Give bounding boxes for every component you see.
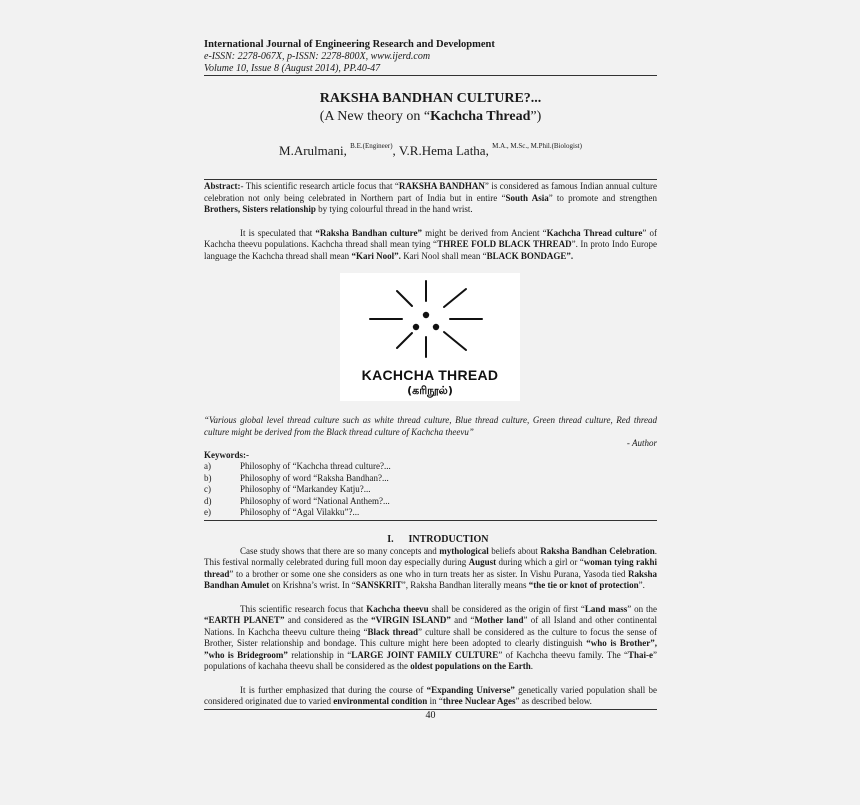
keyword-item: c) Philosophy of “Markandey Katju?...	[204, 484, 371, 494]
intro-paragraph-3: It is further emphasized that during the course of “Expanding Universe” genetically varied population shall be considered originated due to varied environmental condition in “three Nuclear Ages” as described below.	[204, 684, 657, 706]
header-rule	[204, 75, 657, 76]
author-1: M.Arulmani,	[279, 143, 347, 158]
author-1-credentials: B.E.(Engineer)	[350, 142, 393, 150]
author-quote: “Various global level thread culture such as white thread culture, Blue thread culture, Green thread culture, Red thread culture might be derived from the Black thread culture of Kachcha theevu”	[204, 415, 657, 437]
abstract: Abstract:- This scientific research article focus that “RAKSHA BANDHAN” is considered as famous Indian annual culture celebration not only being celebrated in Northern part of India but in entire “South Asia” to promote and strengthen Brothers, Sisters relationship by tying colourful thread in the hand wrist.	[204, 181, 657, 214]
figure-caption: KACHCHA THREAD	[361, 367, 499, 383]
quote-attribution: - Author	[626, 438, 657, 448]
intro-paragraph-2: This scientific research focus that Kachcha theevu shall be considered as the origin of first “Land mass” on the “EARTH PLANET” and considered as the “VIRGIN ISLAND” and “Mother land” of all Island and other continental Nations. In Kachcha theevu culture theing “Black thread” culture shall be considered as the culture to focus the sense of Brother, Sister relationship and bondage. This culture might here been adopted to clearly distinguish “who is Brother”, ”who is Bridegroom” relationship in “LARGE JOINT FAMILY CULTURE” of Kachcha theevu family. The “Thai-e” populations of kachaha theevu shall be considered as the oldest populations on the Earth.	[204, 603, 658, 671]
paper-title: RAKSHA BANDHAN CULTURE?...	[319, 91, 542, 106]
journal-name: International Journal of Engineering Research and Development	[204, 39, 495, 50]
thread-rays-icon	[340, 273, 520, 368]
abstract-top-rule	[204, 179, 657, 180]
journal-issn: e-ISSN: 2278-067X, p-ISSN: 2278-800X, www.ijerd.com	[204, 51, 431, 62]
intro-paragraph-1: Case study shows that there are so many concepts and mythological beliefs about Raksha Bandhan Celebration. This festival normally celebrated during full moon day especially during August during which a girl or “woman tying rakhi thread” to a brother or some one she considers as one who in turn treats her as sister. In Vishu Purana, Yasoda tied Raksha Bandhan Amulet on Krishna’s wrist. In “SANSKRIT”, Raksha Bandhan literally means “the tie or knot of protection”.	[204, 545, 658, 590]
page-content	[204, 38, 657, 721]
author-2: V.R.Hema Latha,	[398, 143, 489, 158]
kachcha-thread-figure	[340, 273, 520, 401]
page-number: 40	[425, 709, 436, 721]
author-2-credentials: M.A., M.Sc., M.Phil.(Biologist)	[492, 142, 582, 150]
author-line: M.Arulmani, $^{B.E.(Engineer)}$, V.R.Hema Latha, $^{M.A., M.Sc., M.Phil.(Biologist)}$	[279, 142, 582, 158]
keywords-label: Keywords:-	[204, 449, 249, 460]
paper-subtitle: (A New theory on “Kachcha Thread”)	[319, 109, 542, 124]
journal-volume: Volume 10, Issue 8 (August 2014), PP.40-47	[204, 63, 381, 74]
keywords-list	[204, 461, 657, 519]
abstract-paragraph-2: It is speculated that “Raksha Bandhan culture” might be derived from Ancient “Kachcha Thread culture” of Kachcha theevu populations. Kachcha thread shall mean tying “THREE FOLD BLACK THREAD”. In proto Indo Europe language the Kachcha thread shall mean “Kari Nool”. Kari Nool shall mean “BLACK BONDAGE”.	[204, 227, 657, 261]
keyword-item: a) Philosophy of “Kachcha thread culture?...	[204, 461, 391, 471]
keyword-item: d) Philosophy of word “National Anthem?...	[204, 495, 390, 506]
figure-caption-tamil: (கரிநூல்)	[407, 384, 453, 397]
keywords-rule	[204, 520, 657, 521]
figure-area	[204, 273, 657, 401]
keyword-item: b) Philosophy of word “Raksha Bandhan?...	[204, 472, 389, 483]
keyword-item: e) Philosophy of “Agal Vilakku”?...	[204, 507, 360, 517]
section-heading: I. INTRODUCTION	[387, 533, 489, 545]
